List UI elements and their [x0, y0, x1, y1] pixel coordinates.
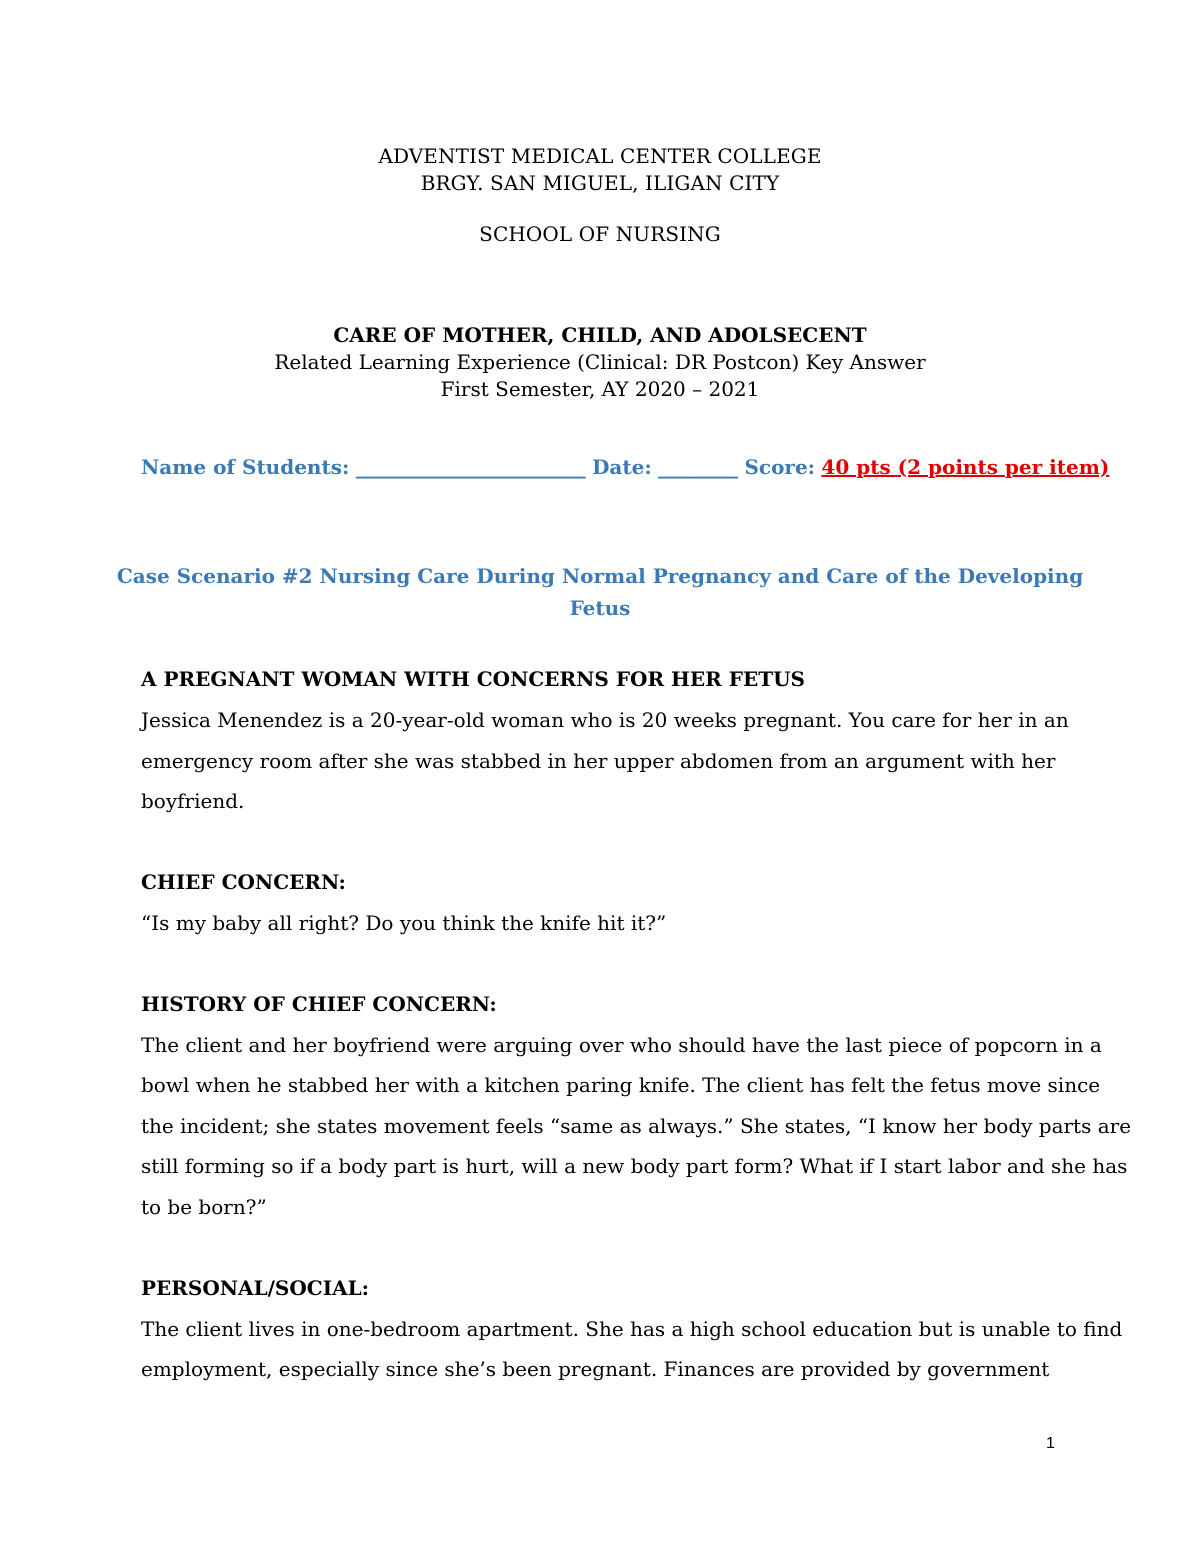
intro-line: emergency room after she was stabbed in her upper abdomen from an argument with her: [141, 749, 1056, 773]
chief-concern-quote: “Is my baby all right? Do you think the knife hit it?”: [141, 911, 667, 935]
history-heading: HISTORY OF CHIEF CONCERN:: [141, 992, 497, 1016]
score-label: Score:: [744, 455, 816, 479]
history-line: bowl when he stabbed her with a kitchen paring knife. The client has felt the fetus move since: [141, 1073, 1101, 1097]
college-name: ADVENTIST MEDICAL CENTER COLLEGE: [378, 144, 822, 168]
name-label: Name of Students:: [141, 455, 350, 479]
score-value: 40 pts (2 points per item): [821, 455, 1110, 479]
college-address: BRGY. SAN MIGUEL, ILIGAN CITY: [420, 171, 780, 195]
date-blank[interactable]: ________: [658, 455, 739, 479]
course-title: CARE OF MOTHER, CHILD, AND ADOLSECENT: [333, 323, 867, 347]
intro-heading: A PREGNANT WOMAN WITH CONCERNS FOR HER FETUS: [141, 667, 805, 691]
intro-line: boyfriend.: [141, 789, 245, 813]
school-name: SCHOOL OF NURSING: [479, 222, 721, 246]
scenario-title-line2: Fetus: [569, 596, 631, 620]
chief-concern-heading: CHIEF CONCERN:: [141, 870, 346, 894]
history-line: the incident; she states movement feels “same as always.” She states, “I know her body parts are: [141, 1114, 1132, 1138]
date-label: Date:: [592, 455, 652, 479]
personal-line: employment, especially since she’s been pregnant. Finances are provided by government: [141, 1357, 1050, 1381]
name-blank[interactable]: _______________________: [355, 455, 586, 479]
page-number: 1: [1046, 1435, 1055, 1452]
personal-social-heading: PERSONAL/SOCIAL:: [141, 1276, 370, 1300]
course-semester: First Semester, AY 2020 – 2021: [440, 377, 760, 401]
history-line: to be born?”: [141, 1195, 267, 1219]
student-info-line: [141, 455, 1109, 479]
course-subtitle: Related Learning Experience (Clinical: DR Postcon) Key Answer: [274, 350, 926, 374]
scenario-title-line1: Case Scenario #2 Nursing Care During Normal Pregnancy and Care of the Developing: [116, 564, 1084, 588]
history-line: still forming so if a body part is hurt, will a new body part form? What if I start labor and she has: [141, 1154, 1128, 1178]
history-line: The client and her boyfriend were arguing over who should have the last piece of popcorn in a: [141, 1033, 1102, 1057]
personal-line: The client lives in one-bedroom apartment. She has a high school education but is unable to find: [141, 1317, 1123, 1341]
intro-line: Jessica Menendez is a 20-year-old woman who is 20 weeks pregnant. You care for her in an: [141, 708, 1069, 732]
